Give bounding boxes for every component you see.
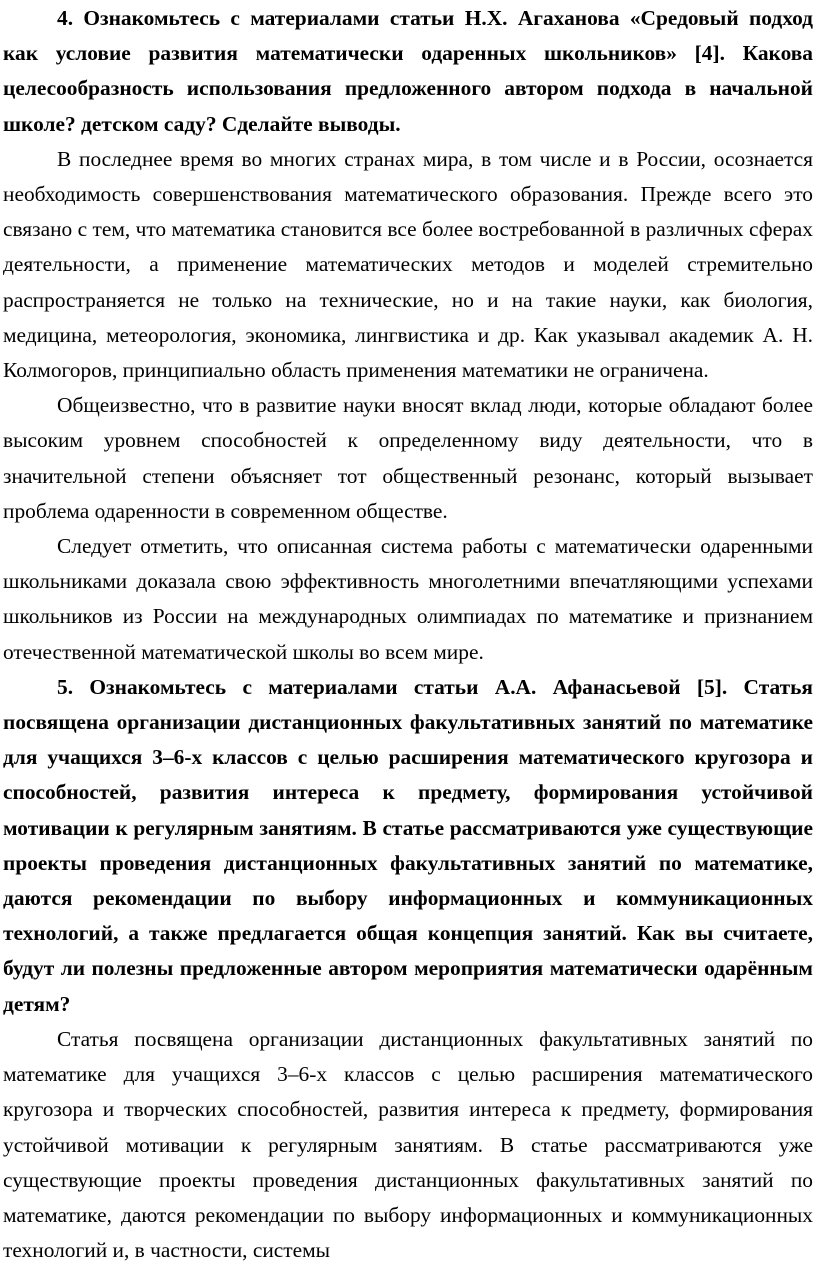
answer-4-paragraph-3: Следует отметить, что описанная система работы с математически одаренными школьниками доказала свою эффективность многолетними впечатляющими успехами школьников из России на международных олимпиадах по математике и признанием отечественной математической школы во всем мире. [3,534,813,664]
answer-5-paragraph-1: Статья посвящена организации дистанционных факультативных занятий по математике для учащихся 3–6-х классов с целью расширения математического кругозора и творческих способностей, развития интереса к предмету, формирования устойчивой мотивации к регулярным занятиям. В статье рассматриваются уже существующие проекты проведения дистанционных факультативных занятий по математике, даются рекомендации по выбору информационных и коммуникационных технологий и, в частности, системы [3,1026,813,1263]
answer-4-paragraph-2: Общеизвестно, что в развитие науки вносят вклад люди, которые обладают более высоким уровнем способностей к определенному виду деятельности, что в значительной степени объясняет тот общественный резонанс, который вызывает проблема одаренности в современном обществе. [3,393,813,523]
document-page [3,0,813,1268]
question-4-heading: 4. Ознакомьтесь с материалами статьи Н.Х. Агаханова «Средовый подход как условие развития математически одаренных школьников» [4]. Какова целесообразность использования предложенного автором подхода в начальной школе? детском саду? Сделайте выводы. [3,6,813,136]
question-5-heading: 5. Ознакомьтесь с материалами статьи А.А. Афанасьевой [5]. Статья посвящена организации дистанционных факультативных занятий по математике для учащихся 3–6-х классов с целью расширения математического кругозора и способностей, развития интереса к предмету, формирования устойчивой мотивации к регулярным занятиям. В статье рассматриваются уже существующие проекты проведения дистанционных факультативных занятий по математике, даются рекомендации по выбору информационных и коммуникационных технологий, а также предлагается общая концепция занятий. Как вы считаете, будут ли полезны предложенные автором мероприятия математически одарённым детям? [3,674,813,1016]
answer-4-paragraph-1: В последнее время во многих странах мира, в том числе и в России, осознается необходимость совершенствования математического образования. Прежде всего это связано с тем, что математика становится все более востребованной в различных сферах деятельности, а применение математических методов и моделей стремительно распространяется не только на технические, но и на такие науки, как биология, медицина, метеорология, экономика, лингвистика и др. Как указывал академик А. Н. Колмогоров, принципиально область применения математики не ограничена. [3,146,813,383]
